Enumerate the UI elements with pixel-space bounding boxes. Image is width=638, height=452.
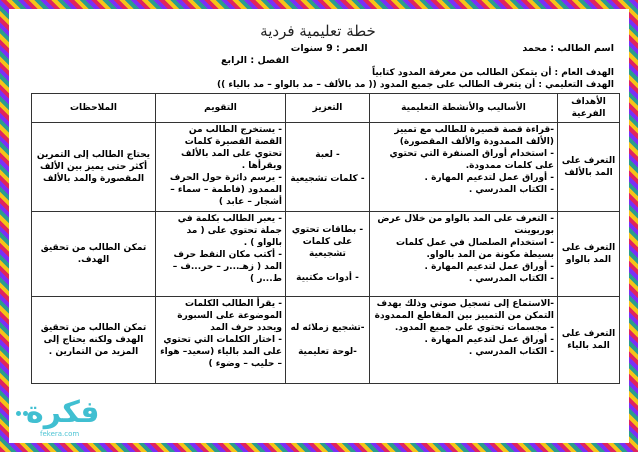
- method-item: -الاستماع إلى تسجيل صوتي وذلك بهدف التمكن من التمييز بين المقاطع الممدودة: [374, 299, 554, 321]
- objective-cell: التعرف على المد بالياء: [558, 297, 620, 384]
- spacer: [374, 55, 614, 67]
- plan-table: [31, 93, 620, 384]
- student-name: اسم الطالب : محمد: [522, 43, 614, 54]
- evaluation-item: - أكتب مكان النقط حرف المد ( زهـ...ر – حر...ف – ط...ر ): [172, 250, 282, 284]
- header-objectives: الأهداف الفرعية: [558, 94, 620, 123]
- notes-cell: تمكن الطالب من تحقيق الهدف ولكنه يحتاج إلى المزيد من التمارين .: [32, 297, 156, 384]
- method-item: - أوراق عمل لتدعيم المهارة .: [424, 335, 554, 345]
- reinforcement-item: -لوحة تعليمية: [298, 347, 357, 357]
- objective-cell: التعرف على المد بالواو: [558, 212, 620, 297]
- general-goal: الهدف العام : أن يتمكن الطالب من معرفة المدود كتابياً: [372, 68, 614, 78]
- site-logo: [12, 395, 116, 443]
- logo-text: فكرة: [26, 395, 100, 430]
- header-notes: الملاحظات: [32, 94, 156, 123]
- header-reinforcement: التعزيز: [286, 94, 370, 123]
- student-grade: الفصل : الرابع: [221, 55, 289, 66]
- method-item: - أوراق عمل لتدعيم المهارة .: [424, 173, 554, 183]
- plan-sheet: [16, 22, 620, 422]
- table-header-row: [32, 94, 620, 123]
- method-item: - مجسمات تحتوي على جميع المدود.: [394, 323, 554, 333]
- header-evaluation: التقويم: [156, 94, 286, 123]
- reinforcement-item: - لعبة: [315, 150, 340, 160]
- reinforcement-item: -تشجيع زملائه له: [290, 323, 365, 333]
- spacer: [16, 43, 136, 55]
- header-methods: الأساليب والأنشطة التعليمية: [370, 94, 558, 123]
- table-row: [32, 212, 620, 297]
- evaluation-item: - يقرأ الطالب الكلمات الموضوعة على السبورة ويحدد حرف المد: [177, 299, 282, 333]
- table-row: [32, 123, 620, 212]
- student-age: العمر : 9 سنوات: [290, 43, 368, 54]
- educational-goal: الهدف التعليمي : أن يتعرف الطالب على جميع المدود (( مد بالألف – مد بالواو – مد بالياء )): [217, 80, 614, 90]
- evaluation-cell: [156, 212, 286, 297]
- evaluation-cell: [156, 123, 286, 212]
- evaluation-item: - يستخرج الطالب من القصة القصيرة كلمات تحتوي على المد بالألف ويقرأها .: [180, 125, 282, 171]
- evaluation-item: - يعبر الطالب بكلمة في جملة تحتوي على ( مد بالواو ) .: [177, 214, 282, 248]
- reinforcement-cell: [286, 212, 370, 297]
- reinforcement-item: - أدوات مكتبية: [296, 273, 359, 283]
- evaluation-item: - يرسم دائرة حول الحرف الممدود (فاطمة – سماء – أشجار – عابد ): [169, 173, 282, 207]
- reinforcement-cell: [286, 297, 370, 384]
- evaluation-item: - اختار الكلمات التي تحتوي على المد بالياء (سعيد– هواء – حليب – وضوء ): [160, 335, 282, 369]
- methods-cell: [370, 123, 558, 212]
- table-row: [32, 297, 620, 384]
- page-title: خطة تعليمية فردية: [260, 22, 376, 40]
- method-item: - التعرف على المد بالواو من خلال عرض بوربوينت: [377, 214, 554, 236]
- reinforcement-cell: [286, 123, 370, 212]
- notes-cell: يحتاج الطالب إلى التمرين أكثر حتى يميز بين الألف المقصورة والمد بالألف: [32, 123, 156, 212]
- grade-row: [16, 55, 620, 67]
- method-item: -قراءة قصة قصيرة للطالب مع تمييز (الألف الممدودة والألف المقصورة): [394, 125, 554, 147]
- logo-subtitle: fekera.com: [40, 430, 80, 438]
- method-item: - الكتاب المدرسي .: [468, 185, 554, 195]
- reinforcement-item: - كلمات تشجيعية: [290, 174, 365, 184]
- method-item: - استخدام أوراق الصنفرة التي تحتوي على كلمات ممدودة.: [389, 149, 554, 171]
- method-item: - الكتاب المدرسي .: [468, 274, 554, 284]
- spacer: [16, 55, 136, 67]
- methods-cell: [370, 297, 558, 384]
- method-item: - الكتاب المدرسي .: [468, 347, 554, 357]
- method-item: - استخدام الصلصال في عمل كلمات بسيطة مكونة من المد بالواو.: [395, 238, 554, 260]
- method-item: - أوراق عمل لتدعيم المهارة .: [424, 262, 554, 272]
- evaluation-cell: [156, 297, 286, 384]
- student-info: [16, 43, 620, 55]
- notes-cell: تمكن الطالب من تحقيق الهدف.: [32, 212, 156, 297]
- methods-cell: [370, 212, 558, 297]
- reinforcement-item: - بطاقات تحتوي على كلمات تشجيعية: [291, 225, 364, 259]
- objective-cell: التعرف على المد بالألف: [558, 123, 620, 212]
